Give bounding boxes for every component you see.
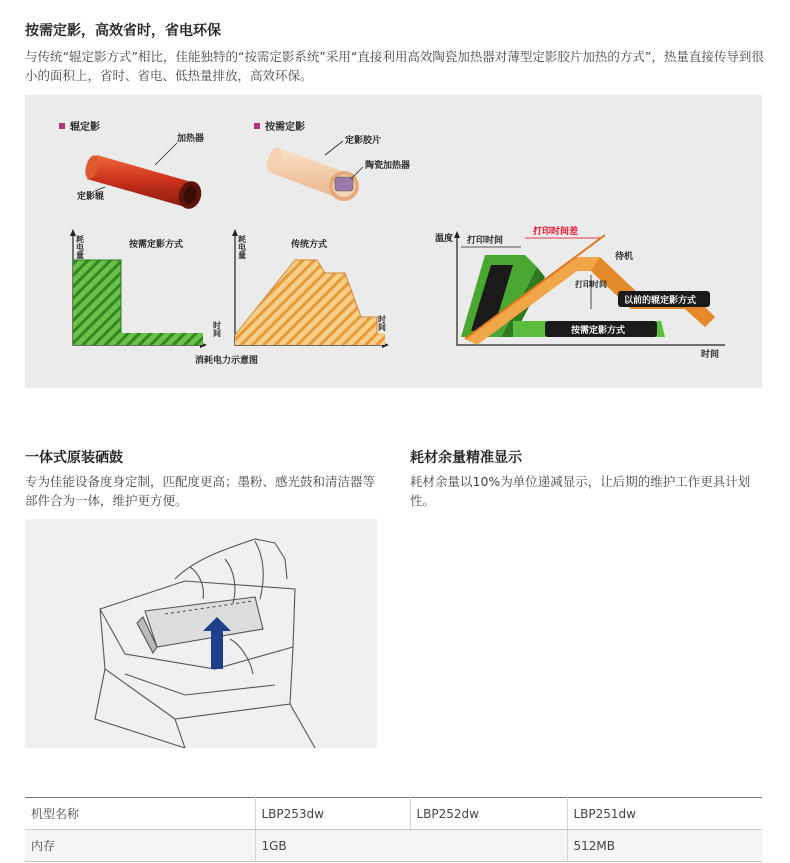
table-row bbox=[25, 798, 762, 830]
print-time-v-label: 打印时间 bbox=[575, 280, 607, 289]
table-cell: LBP251dw bbox=[567, 798, 762, 830]
table-row bbox=[25, 830, 762, 862]
table-cell: 512MB bbox=[567, 830, 762, 862]
power-chart-traditional bbox=[232, 229, 389, 348]
print-interval-label: 打印时间差 bbox=[533, 227, 579, 237]
section-intro-fixing: 与传统“辊定影方式”相比，佳能独特的“按需定影系统”采用“直接利用高效陶瓷加热器对薄型定影胶片加热的方式”，热量直接传导到很小的面积上，省时、省电、低热量排放，高效环保。 bbox=[25, 49, 764, 83]
cartridge-illustration bbox=[25, 519, 377, 748]
fixing-diagram bbox=[25, 95, 762, 388]
roller-illustration bbox=[83, 154, 205, 212]
roller-heater-label: 加热器 bbox=[177, 134, 205, 144]
roller-title: 辊定影 bbox=[70, 122, 100, 133]
ondemand-film-illustration bbox=[264, 146, 359, 201]
section-title-cartridge: 一体式原装硒鼓 bbox=[25, 450, 123, 466]
roller-name-label: 定影辊 bbox=[77, 192, 105, 202]
temperature-chart bbox=[435, 225, 725, 360]
roller-marker-icon bbox=[59, 123, 65, 129]
table-cell: LBP252dw bbox=[410, 798, 567, 830]
table-cell: LBP253dw bbox=[255, 798, 410, 830]
temp-axis-label: 温度 bbox=[435, 234, 454, 244]
chart1-xlabel: 时间 bbox=[212, 321, 222, 337]
chart2-xlabel: 时间 bbox=[377, 315, 387, 331]
time-axis-label: 时间 bbox=[701, 350, 720, 360]
ondemand-heater-label: 陶瓷加热器 bbox=[365, 161, 411, 171]
print-time-label: 打印时间 bbox=[467, 236, 504, 246]
ondemand-marker-icon bbox=[254, 123, 260, 129]
chart1-ylabel: 耗电量 bbox=[75, 235, 85, 259]
section-body-cartridge: 专为佳能设备度身定制，匹配度更高；墨粉、感光鼓和清洁器等部件合为一体，维护更方便。 bbox=[25, 474, 376, 508]
spec-table bbox=[25, 797, 762, 862]
standby-label: 待机 bbox=[615, 252, 634, 262]
section-title-fixing: 按需定影，高效省时，省电环保 bbox=[25, 23, 221, 39]
chart2-label: 传统方式 bbox=[291, 240, 328, 250]
new-method-label: 按需定影方式 bbox=[571, 326, 626, 336]
old-method-label: 以前的辊定影方式 bbox=[624, 296, 697, 306]
power-chart-ondemand bbox=[70, 229, 222, 348]
ondemand-title: 按需定影 bbox=[265, 122, 305, 133]
section-title-remaining: 耗材余量精准显示 bbox=[410, 450, 522, 466]
table-cell: 内存 bbox=[25, 830, 255, 862]
chart2-ylabel: 耗电量 bbox=[237, 235, 247, 259]
table-cell: 1GB bbox=[255, 830, 567, 862]
ondemand-film-label: 定影胶片 bbox=[345, 136, 382, 146]
section-body-remaining: 耗材余量以10%为单位递减显示，让后期的维护工作更具计划性。 bbox=[410, 474, 751, 508]
chart1-label: 按需定影方式 bbox=[129, 240, 184, 250]
power-chart-caption: 消耗电力示意图 bbox=[195, 356, 259, 366]
table-cell: 机型名称 bbox=[25, 798, 255, 830]
